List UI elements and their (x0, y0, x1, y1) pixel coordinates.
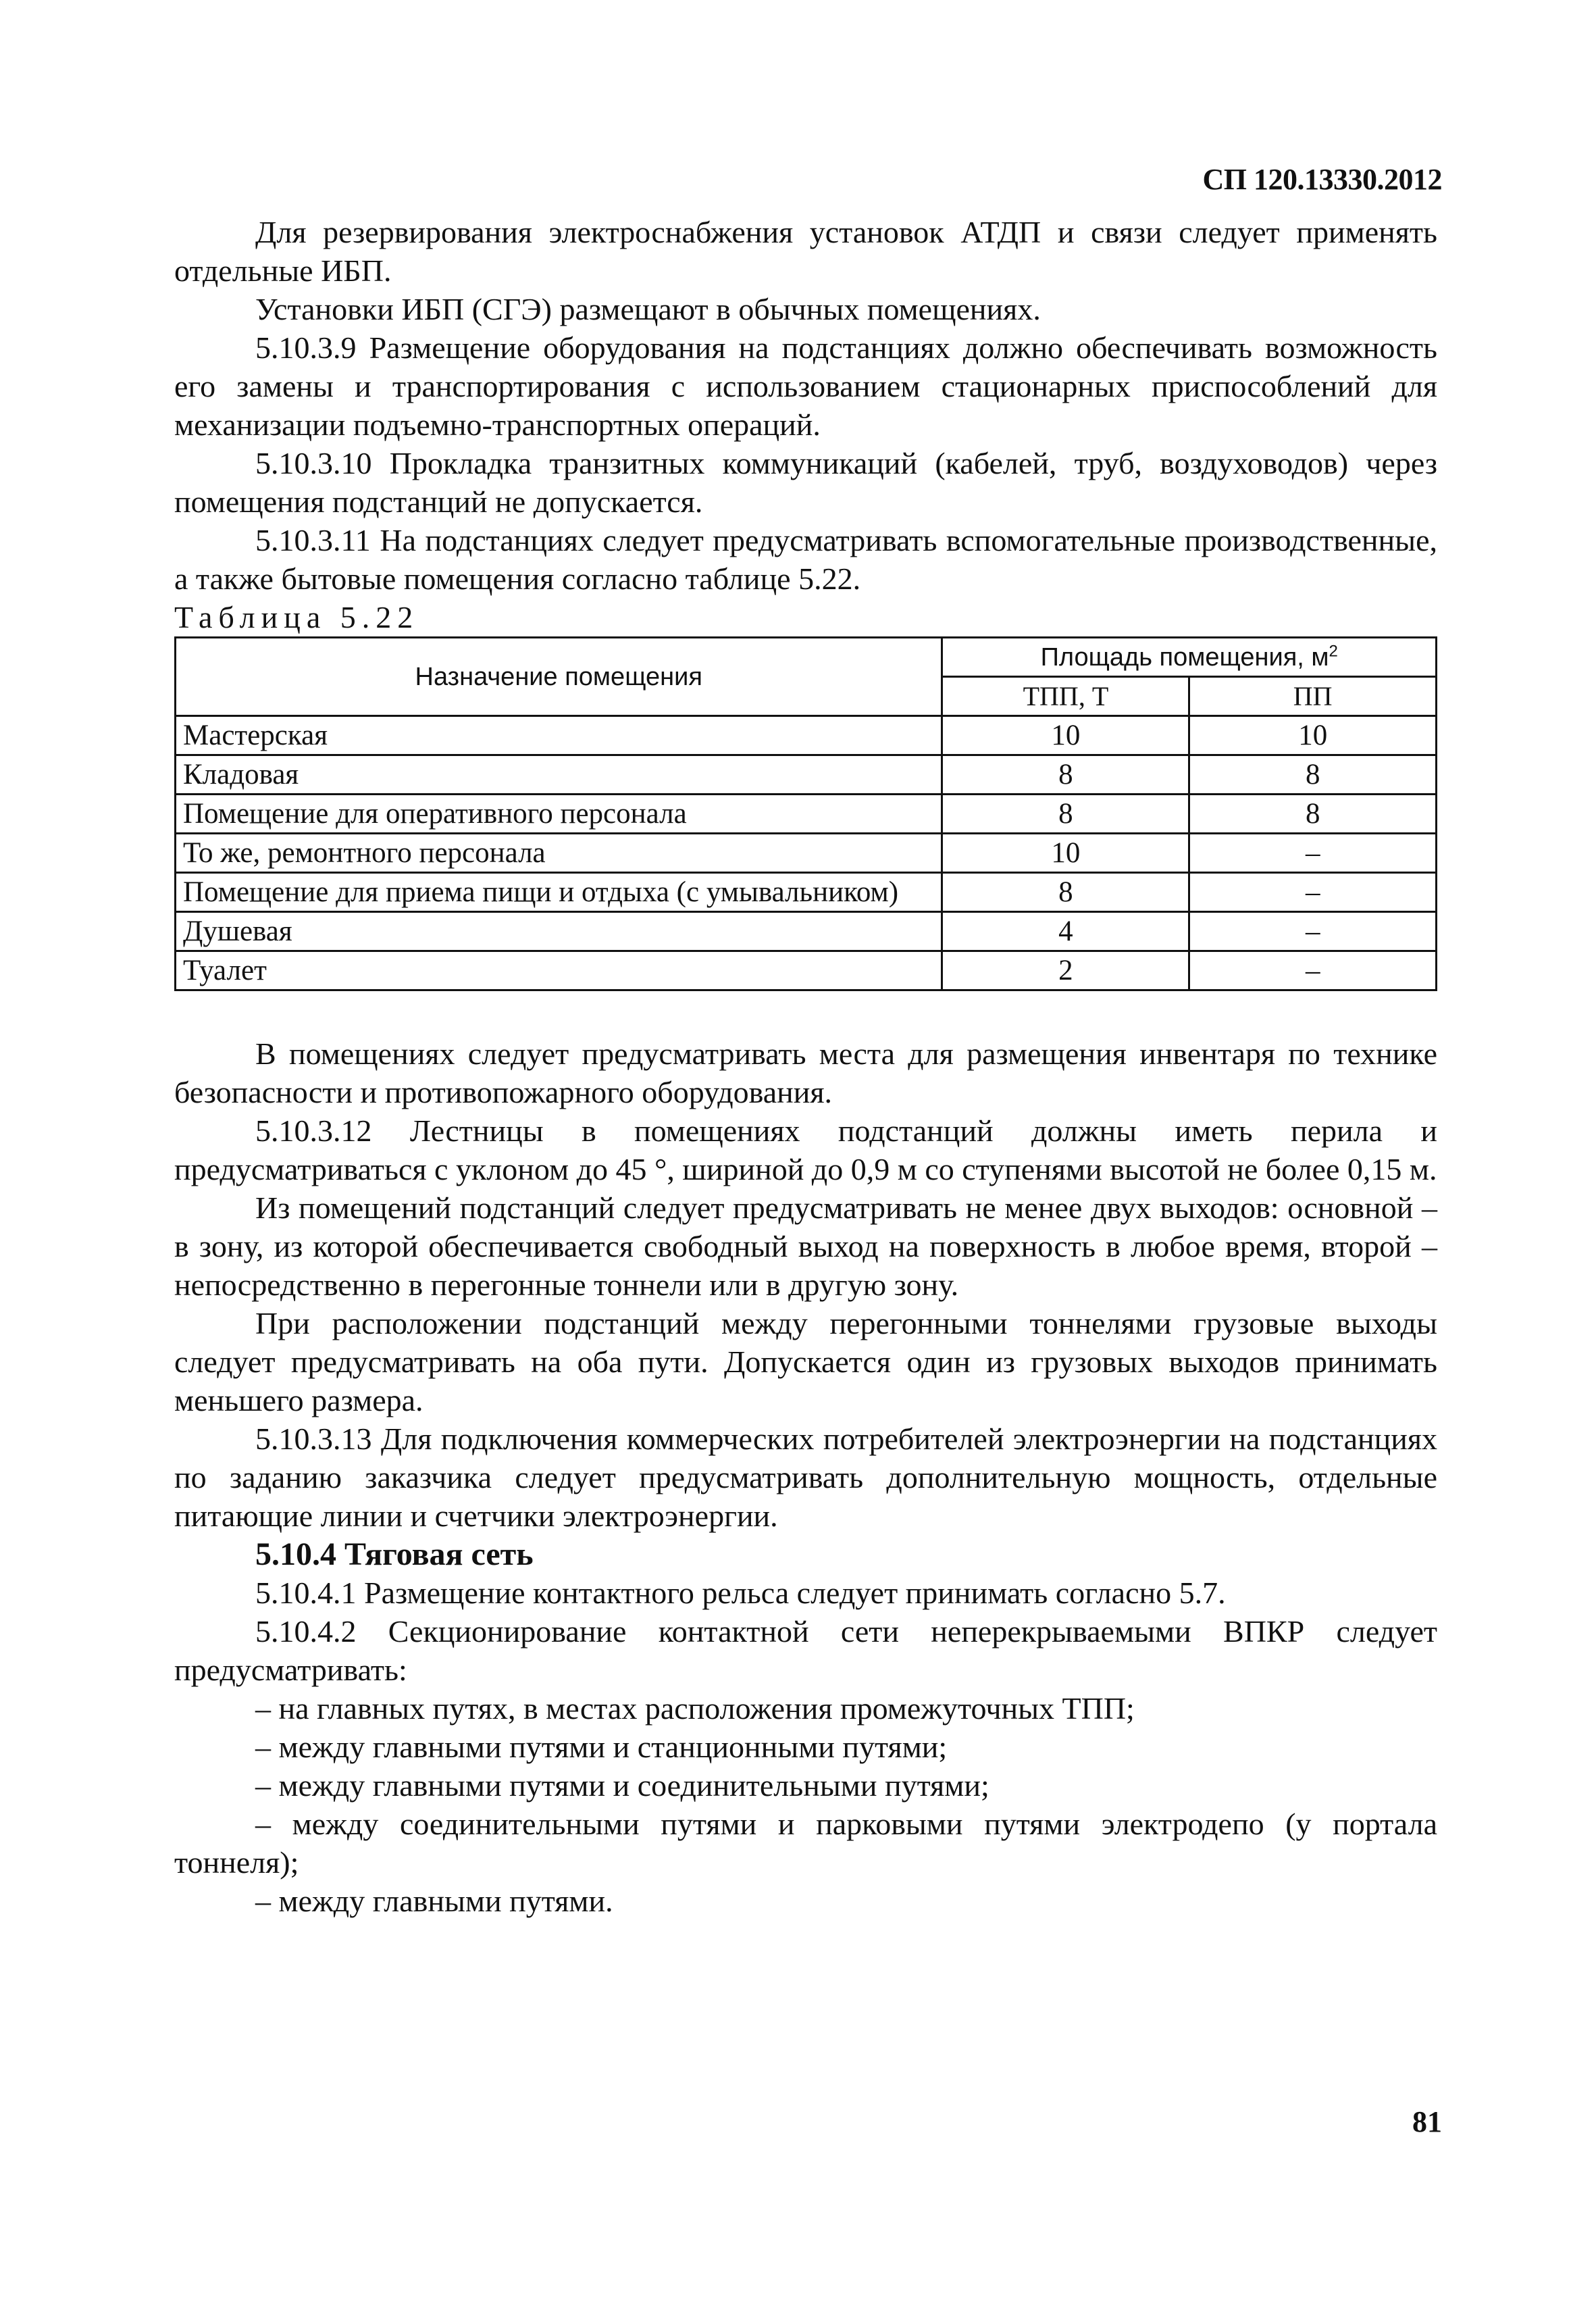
paragraph: 5.10.3.12 Лестницы в помещениях подстанций должны иметь перила и предусматриваться с уклоном до 45 °, шириной до 0,9 м со ступенями высотой не более 0,15 м. (174, 1113, 1437, 1186)
paragraph: Из помещений подстанций следует предусматривать не менее двух выходов: основной – в зону, из которой обеспечивается свободный выход на поверхность в любое время, второй – непосредственно в перегонные тоннели или в другую зону. (174, 1190, 1437, 1302)
table-row (176, 716, 1437, 755)
header-tpp: ТПП, Т (942, 677, 1189, 716)
tpp-area-cell: 2 (942, 951, 1189, 990)
table-row (176, 834, 1437, 873)
header-room-purpose: Назначение помещения (176, 638, 942, 716)
list-item: – на главных путях, в местах расположения промежуточных ТПП; (255, 1691, 1135, 1726)
table-row (176, 795, 1437, 834)
list-item: – между главными путями. (255, 1884, 613, 1918)
paragraph: 5.10.3.11 На подстанциях следует предусматривать вспомогательные производственные, а также бытовые помещения согласно таблице 5.22. (174, 523, 1437, 596)
header-area-label: Площадь помещения, м (1040, 643, 1329, 672)
room-name-cell: Мастерская (176, 716, 942, 755)
room-name-cell: Душевая (176, 912, 942, 951)
page-content (174, 213, 1437, 1920)
room-name-cell: Помещение для оперативного персонала (176, 795, 942, 834)
table-caption: Таблица 5.22 (174, 600, 419, 634)
header-room-area (942, 638, 1437, 677)
paragraph: 5.10.4.2 Секционирование контактной сети неперекрываемыми ВПКР следует предусматривать: (174, 1614, 1437, 1687)
table-row (176, 912, 1437, 951)
pp-area-cell: 10 (1189, 716, 1437, 755)
table-row (176, 755, 1437, 795)
tpp-area-cell: 10 (942, 716, 1189, 755)
paragraph: При расположении подстанций между перегонными тоннелями грузовые выходы следует предусматривать на оба пути. Допускается один из грузовых выходов принимать меньшего размера. (174, 1306, 1437, 1417)
tpp-area-cell: 8 (942, 755, 1189, 795)
paragraph: В помещениях следует предусматривать места для размещения инвентаря по технике безопасности и противопожарного оборудования. (174, 1036, 1437, 1109)
rooms-area-table (174, 636, 1437, 991)
section-heading: 5.10.4 Тяговая сеть (255, 1536, 534, 1572)
paragraph: 5.10.3.9 Размещение оборудования на подстанциях должно обеспечивать возможность его замены и транспортирования с использованием стационарных приспособлений для механизации подъемно-транспортных операций. (174, 330, 1437, 442)
pp-area-cell: 8 (1189, 755, 1437, 795)
header-pp: ПП (1189, 677, 1437, 716)
room-name-cell: Помещение для приема пищи и отдыха (с умывальником) (176, 873, 942, 912)
list-item: – между соединительными путями и парковыми путями электродепо (у портала тоннеля); (174, 1807, 1437, 1880)
paragraph: Установки ИБП (СГЭ) размещают в обычных помещениях. (255, 292, 1041, 326)
room-name-cell: Туалет (176, 951, 942, 990)
pp-area-cell: 8 (1189, 795, 1437, 834)
table-header-row (176, 638, 1437, 677)
tpp-area-cell: 10 (942, 834, 1189, 873)
paragraph: 5.10.3.13 Для подключения коммерческих потребителей электроэнергии на подстанциях по заданию заказчика следует предусматривать дополнительную мощность, отдельные питающие линии и счетчики электроэнергии. (174, 1422, 1437, 1533)
tpp-area-cell: 4 (942, 912, 1189, 951)
tpp-area-cell: 8 (942, 795, 1189, 834)
paragraph: 5.10.4.1 Размещение контактного рельса следует принимать согласно 5.7. (255, 1576, 1226, 1610)
pp-area-cell: – (1189, 873, 1437, 912)
header-area-exponent: 2 (1329, 641, 1338, 660)
paragraph: Для резервирования электроснабжения установок АТДП и связи следует применять отдельные ИБП. (174, 215, 1437, 288)
room-name-cell: То же, ремонтного персонала (176, 834, 942, 873)
list-item: – между главными путями и станционными путями; (255, 1730, 948, 1764)
page-number: 81 (1412, 2105, 1442, 2138)
paragraph: 5.10.3.10 Прокладка транзитных коммуникаций (кабелей, труб, воздуховодов) через помещения подстанций не допускается. (174, 446, 1437, 519)
table-row (176, 873, 1437, 912)
pp-area-cell: – (1189, 912, 1437, 951)
tpp-area-cell: 8 (942, 873, 1189, 912)
room-name-cell: Кладовая (176, 755, 942, 795)
pp-area-cell: – (1189, 834, 1437, 873)
table-row (176, 951, 1437, 990)
document-code: СП 120.13330.2012 (1202, 163, 1442, 196)
pp-area-cell: – (1189, 951, 1437, 990)
list-item: – между главными путями и соединительными путями; (255, 1768, 989, 1803)
